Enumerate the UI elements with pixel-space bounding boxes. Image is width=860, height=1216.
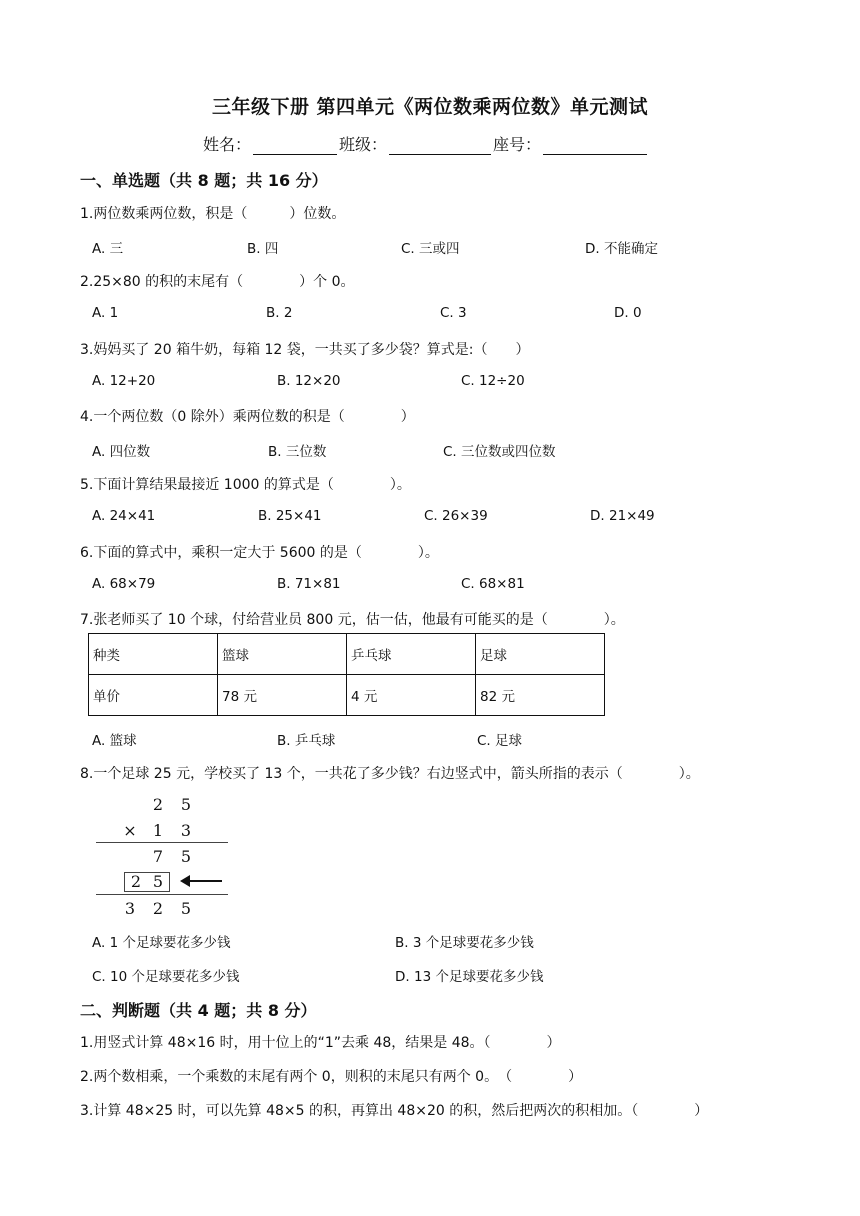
q8-option-d[interactable]: D. 13 个足球要花多少钱 xyxy=(395,969,544,985)
q8-option-a[interactable]: A. 1 个足球要花多少钱 xyxy=(92,935,231,951)
q5-option-c[interactable]: C. 26×39 xyxy=(424,508,488,524)
question-5: 5.下面计算结果最接近 1000 的算式是（ ）。 xyxy=(80,477,411,493)
table-cell: 单价 xyxy=(89,675,218,716)
table-cell: 82 元 xyxy=(476,675,605,716)
times-sign: × xyxy=(123,821,137,840)
q1-option-b[interactable]: B. 四 xyxy=(247,241,279,257)
calc-digit: 3 xyxy=(180,821,192,840)
table-row xyxy=(89,634,605,675)
table-cell: 乒乓球 xyxy=(347,634,476,675)
class-blank[interactable] xyxy=(389,136,491,155)
vertical-multiplication xyxy=(96,790,236,920)
calc-line xyxy=(96,842,228,843)
q2-option-b[interactable]: B. 2 xyxy=(266,305,293,321)
calc-digit: 5 xyxy=(180,847,192,866)
question-4: 4.一个两位数（0 除外）乘两位数的积是（ ） xyxy=(80,409,415,425)
calc-digit: 7 xyxy=(152,847,164,866)
seat-blank[interactable] xyxy=(543,136,647,155)
question-7: 7.张老师买了 10 个球，付给营业员 800 元，估一估，他最有可能买的是（ ）。 xyxy=(80,612,625,628)
q7-option-b[interactable]: B. 乒乓球 xyxy=(277,733,336,749)
judge-question-3: 3.计算 48×25 时，可以先算 48×5 的积，再算出 48×20 的积，然后把两次的积相加。（ ） xyxy=(80,1103,709,1119)
q1-option-c[interactable]: C. 三或四 xyxy=(401,241,460,257)
table-cell: 足球 xyxy=(476,634,605,675)
calc-digit: 5 xyxy=(152,872,164,891)
q5-option-b[interactable]: B. 25×41 xyxy=(258,508,322,524)
q6-option-a[interactable]: A. 68×79 xyxy=(92,576,156,592)
q4-option-c[interactable]: C. 三位数或四位数 xyxy=(443,444,556,460)
q2-option-a[interactable]: A. 1 xyxy=(92,305,119,321)
q7-option-c[interactable]: C. 足球 xyxy=(477,733,523,749)
student-info-line xyxy=(203,132,649,155)
calc-digit: 5 xyxy=(180,899,192,918)
q1-option-d[interactable]: D. 不能确定 xyxy=(585,241,658,257)
q2-option-d[interactable]: D. 0 xyxy=(614,305,642,321)
question-3: 3.妈妈买了 20 箱牛奶，每箱 12 袋，一共买了多少袋？算式是:（ ） xyxy=(80,342,530,358)
table-cell: 78 元 xyxy=(218,675,347,716)
calc-line xyxy=(96,894,228,895)
q6-option-c[interactable]: C. 68×81 xyxy=(461,576,525,592)
table-cell: 种类 xyxy=(89,634,218,675)
q3-option-a[interactable]: A. 12+20 xyxy=(92,373,156,389)
page-title: 三年级下册 第四单元《两位数乘两位数》单元测试 xyxy=(211,96,649,118)
q5-option-a[interactable]: A. 24×41 xyxy=(92,508,156,524)
q7-option-a[interactable]: A. 篮球 xyxy=(92,733,137,749)
calc-digit: 5 xyxy=(180,795,192,814)
q4-option-b[interactable]: B. 三位数 xyxy=(268,444,327,460)
q4-option-a[interactable]: A. 四位数 xyxy=(92,444,151,460)
judge-question-2: 2.两个数相乘，一个乘数的末尾有两个 0，则积的末尾只有两个 0。 （ ） xyxy=(80,1069,583,1085)
name-label: 姓名： xyxy=(203,135,252,154)
q8-option-b[interactable]: B. 3 个足球要花多少钱 xyxy=(395,935,534,951)
name-blank[interactable] xyxy=(253,136,337,155)
q1-option-a[interactable]: A. 三 xyxy=(92,241,124,257)
judge-question-1: 1.用竖式计算 48×16 时，用十位上的“1”去乘 48，结果是 48。（ ） xyxy=(80,1035,561,1051)
seat-label: 座号： xyxy=(493,135,542,154)
question-8: 8.一个足球 25 元，学校买了 13 个，一共花了多少钱？右边竖式中，箭头所指的表示（ ）。 xyxy=(80,766,700,782)
table-cell: 4 元 xyxy=(347,675,476,716)
question-6: 6.下面的算式中，乘积一定大于 5600 的是（ ）。 xyxy=(80,545,439,561)
question-2: 2.25×80 的积的末尾有（ ）个 0。 xyxy=(80,274,355,290)
q2-option-c[interactable]: C. 3 xyxy=(440,305,467,321)
q6-option-b[interactable]: B. 71×81 xyxy=(277,576,341,592)
section-heading-true-false: 二、判断题（共 4 题；共 8 分） xyxy=(80,1001,317,1020)
section-heading-single-choice: 一、单选题（共 8 题；共 16 分） xyxy=(80,171,328,190)
calc-digit: 2 xyxy=(130,872,142,891)
calc-digit: 2 xyxy=(152,899,164,918)
q8-option-c[interactable]: C. 10 个足球要花多少钱 xyxy=(92,969,240,985)
class-label: 班级： xyxy=(339,135,388,154)
arrow-shaft xyxy=(182,880,222,882)
calc-digit: 1 xyxy=(152,821,164,840)
calc-digit: 3 xyxy=(124,899,136,918)
table-row xyxy=(89,675,605,716)
price-table xyxy=(88,633,605,716)
q3-option-c[interactable]: C. 12÷20 xyxy=(461,373,525,389)
calc-digit: 2 xyxy=(152,795,164,814)
q5-option-d[interactable]: D. 21×49 xyxy=(590,508,655,524)
question-1: 1.两位数乘两位数，积是（ ）位数。 xyxy=(80,206,346,222)
q3-option-b[interactable]: B. 12×20 xyxy=(277,373,341,389)
table-cell: 篮球 xyxy=(218,634,347,675)
